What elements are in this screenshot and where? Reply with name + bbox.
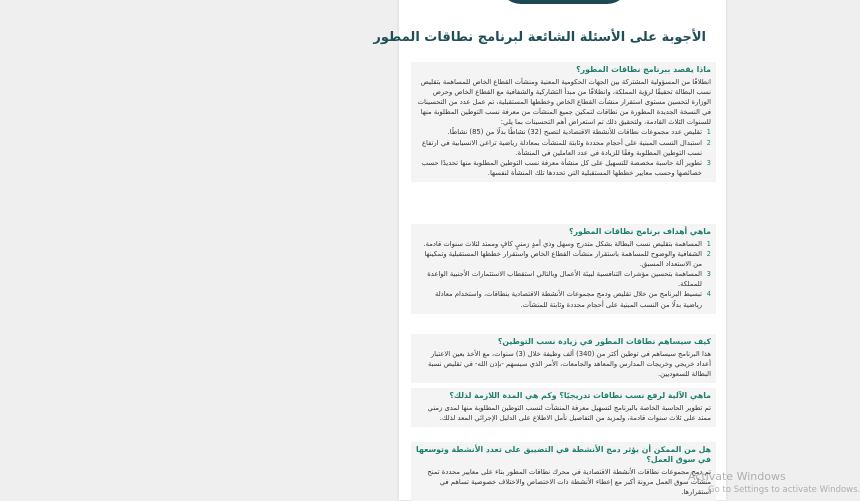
- faq-question[interactable]: ماهي أهداف برنامج نطاقات المطور؟: [569, 227, 711, 236]
- list-item: [416, 239, 711, 249]
- faq-item: [411, 388, 716, 427]
- faq-answer-list: [416, 239, 711, 310]
- item-text: المساهمة بتحسين مؤشرات التنافسية لبيئة الأعمال وبالتالي استقطاب الاستثمارات الأجنبية الواعدة للمملكة.: [427, 270, 702, 289]
- list-item: [416, 158, 711, 178]
- faq-question[interactable]: ماذا يقصد ببرنامج نطاقات المطور؟: [576, 65, 711, 74]
- item-number: 4: [706, 290, 711, 299]
- list-item: [416, 269, 711, 289]
- item-number: 3: [706, 270, 711, 279]
- faq-answer-list: [416, 127, 711, 177]
- item-text: تبسيط البرنامج من خلال تقليص ودمج مجموعات الأنشطة الاقتصادية بنطاقات، واستخدام معادلة رياضية بدلًا من النسب المبنية على أحجام محددة وثابتة للمنشآت.: [434, 290, 702, 309]
- item-text: استبدال النسب المبنية على أحجام محددة وثابتة للمنشآت بمعادلة رياضية تراعي الانسيابية في ارتفاع نسب التوطين المطلوبة وفقًا للزيادة في عدد العاملين في المنشأة.: [421, 138, 702, 157]
- list-item: [416, 289, 711, 309]
- faq-item: [411, 224, 716, 314]
- item-text: تطوير آلة حاسبة مخصصة للتسهيل على كل منشأة معرفة نسب التوطين المطلوبة منها تحديدًا حسب خصائصها وحسب معايير خططها المستقبلية التي تحددها تلك المنشأة لنفسها.: [421, 158, 702, 177]
- list-item: [416, 249, 711, 269]
- item-number: 2: [706, 138, 711, 147]
- activation-watermark-subtitle: Go to Settings to activate Windows.: [708, 485, 860, 495]
- item-text: المساهمة بتقليص نسب البطالة بشكل متدرج وسهل وذي أمدٍ زمنيٍ كافٍ وممتد لثلاث سنوات قادمة.: [423, 240, 702, 248]
- faq-item: [411, 62, 716, 182]
- item-number: 3: [706, 158, 711, 167]
- item-number: 2: [706, 250, 711, 259]
- header-decoration: [499, 0, 629, 4]
- faq-answer: هذا البرنامج سيساهم في توطين أكثر من (340) ألف وظيفة خلال (3) سنوات، مع الأخذ بعين الاعتبار أعداد خريجي وخريجات المدارس والمعاهد والجامعات، الأمر الذي سيسهم -بإذن الله- في تقليص نسبة البطالة للسعوديين.: [427, 350, 711, 379]
- faq-answer: تم دمج مجموعات نطاقات الأنشطة الاقتصادية في محرك نطاقات المطور بناء على معايير محددة تمنح منشآت سوق العمل مرونة أكبر مع إعطاء الأنشطة ذات الاختصاص والاختلاف خصوصية تساهم في استقرارها.: [427, 468, 711, 497]
- faq-question[interactable]: كيف سيساهم نطاقات المطور في زيادة نسب التوطين؟: [497, 337, 711, 346]
- faq-answer: انطلاقًا من المسؤولية المشتركة بين الجهات الحكومية المعنية ومنشآت القطاع الخاص للمساهمة بتقليص نسب البطالة تحقيقًا لرؤية المملكة، وانطلاقًا من مبدأ التشاركية والشفافية مع القطاع الخاص وحرص الوزارة لتحسين مستوى استقرار منشآت القطاع الخاص وخططها المستقبلية، تم عمل عدد من التحسينات في النسخة الجديدة المطورة من نطاقات لتمكين جميع المنشآت من معرفة نسب التوطين المطلوبة منها للسنوات الثلاث القادمة، ولتحقيق ذلك تم استعراض أهم التحسينات بما يلي:: [417, 78, 711, 127]
- item-text: تقليص عدد مجموعات نطاقات للأنشطة الاقتصادية لتصبح (32) نشاطًا بدلًا من (85) نشاطًا.: [447, 128, 702, 137]
- page-title: الأجوبة على الأسئلة الشائعة لبرنامج نطاقات المطور: [373, 30, 706, 45]
- faq-panel: [373, 0, 726, 500]
- item-text: الشفافية والوضوح للمساهمة باستقرار منشآت القطاع الخاص واستقرار خططها المستقبلية وتمكينها من الاستعداد المسبق.: [424, 250, 702, 269]
- faq-question[interactable]: ماهي الآلية لرفع نسب نطاقات تدريجيًا؟ وكم هي المدة اللازمة لذلك؟: [449, 391, 711, 400]
- activation-watermark-title: Activate Windows: [688, 470, 786, 483]
- item-number: 1: [706, 240, 711, 248]
- faq-item: [411, 334, 716, 383]
- list-item: [416, 138, 711, 158]
- faq-item: [411, 442, 716, 501]
- faq-question[interactable]: هل من الممكن أن يؤثر دمج الأنشطة في التضييق على تعدد الأنشطة وتوسعها في سوق العمل؟: [416, 445, 711, 464]
- list-item: [416, 127, 711, 137]
- item-number: 1: [706, 128, 711, 137]
- faq-answer: تم تطوير الحاسبة الخاصة بالبرنامج لتسهيل معرفة المنشآت لنسب التوطين المطلوبة منها لمدى زمني ممتد على ثلاث سنوات قادمة، ولمزيد من التفاصيل نأمل الاطلاع على الدليل الإجرائي المعد لذلك.: [427, 404, 711, 423]
